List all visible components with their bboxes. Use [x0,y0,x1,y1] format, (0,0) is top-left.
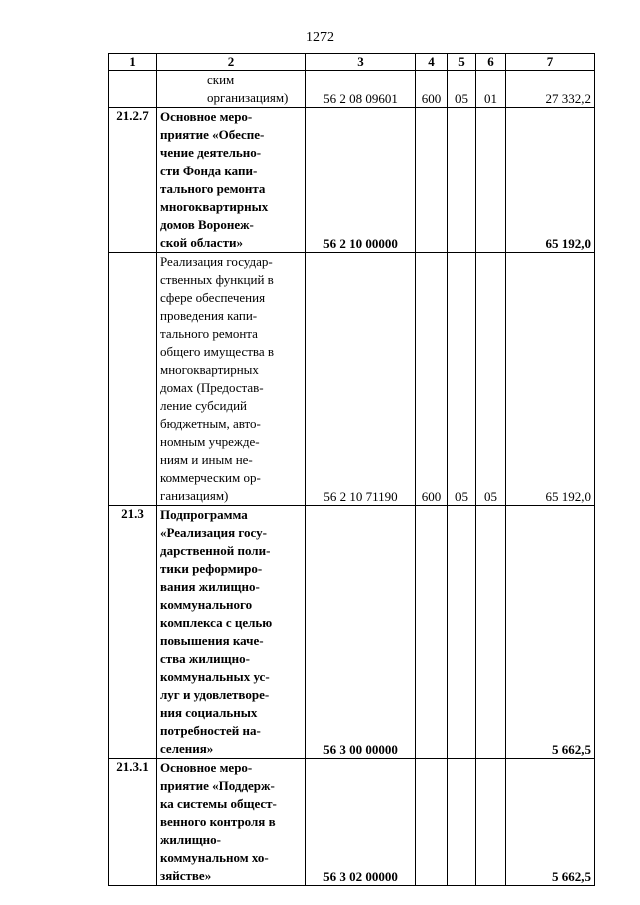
row-number: 21.3.1 [109,759,157,886]
row-col-4 [416,759,448,886]
row-code: 56 2 08 09601 [306,71,416,108]
row-name: Реализация государ- ственных функций в сфере обеспечения проведения капи- тального ремонта общего имущества в многоквартирных домах (Предостав- ление субсидий бюджетным, авто- номным учрежде- ниям и иным не- коммерческим ор- ганизациям) [157,253,306,506]
row-col-5: 05 [448,253,476,506]
row-col-4 [416,506,448,759]
row-col-4 [416,108,448,253]
table-row [109,253,595,506]
row-amount: 65 192,0 [506,108,595,253]
row-col-5 [448,506,476,759]
row-name: ским организациям) [157,71,306,108]
row-name: Основное меро- приятие «Обеспе- чение деятельно- сти Фонда капи- тального ремонта многоквартирных домов Воронеж- ской области» [157,108,306,253]
table-row [109,506,595,759]
header-col-3: 3 [306,54,416,71]
row-col-6: 01 [476,71,506,108]
budget-table [108,53,595,886]
row-amount: 27 332,2 [506,71,595,108]
header-row [109,54,595,71]
row-number: 21.3 [109,506,157,759]
row-amount: 5 662,5 [506,506,595,759]
table-row [109,71,595,108]
row-number [109,253,157,506]
row-col-6 [476,108,506,253]
row-code: 56 2 10 71190 [306,253,416,506]
header-col-1: 1 [109,54,157,71]
row-col-6: 05 [476,253,506,506]
row-code: 56 2 10 00000 [306,108,416,253]
row-name: Основное меро- приятие «Поддерж- ка системы общест- венного контроля в жилищно- коммунальном хо- зяйстве» [157,759,306,886]
row-code: 56 3 02 00000 [306,759,416,886]
row-col-4: 600 [416,253,448,506]
table-row [109,108,595,253]
header-col-6: 6 [476,54,506,71]
header-col-4: 4 [416,54,448,71]
header-col-2: 2 [157,54,306,71]
row-col-6 [476,759,506,886]
page-number: 1272 [306,30,334,45]
row-amount: 5 662,5 [506,759,595,886]
row-col-6 [476,506,506,759]
row-col-5: 05 [448,71,476,108]
row-name: Подпрограмма «Реализация госу- дарственной поли- тики реформиро- вания жилищно- коммунального комплекса с целью повышения каче- ства жилищно- коммунальных ус- луг и удовлетворе- ния социальных потребностей на- селения» [157,506,306,759]
row-number [109,71,157,108]
row-col-5 [448,108,476,253]
row-number: 21.2.7 [109,108,157,253]
header-col-7: 7 [506,54,595,71]
row-amount: 65 192,0 [506,253,595,506]
table-row [109,759,595,886]
row-col-5 [448,759,476,886]
header-col-5: 5 [448,54,476,71]
row-code: 56 3 00 00000 [306,506,416,759]
row-col-4: 600 [416,71,448,108]
